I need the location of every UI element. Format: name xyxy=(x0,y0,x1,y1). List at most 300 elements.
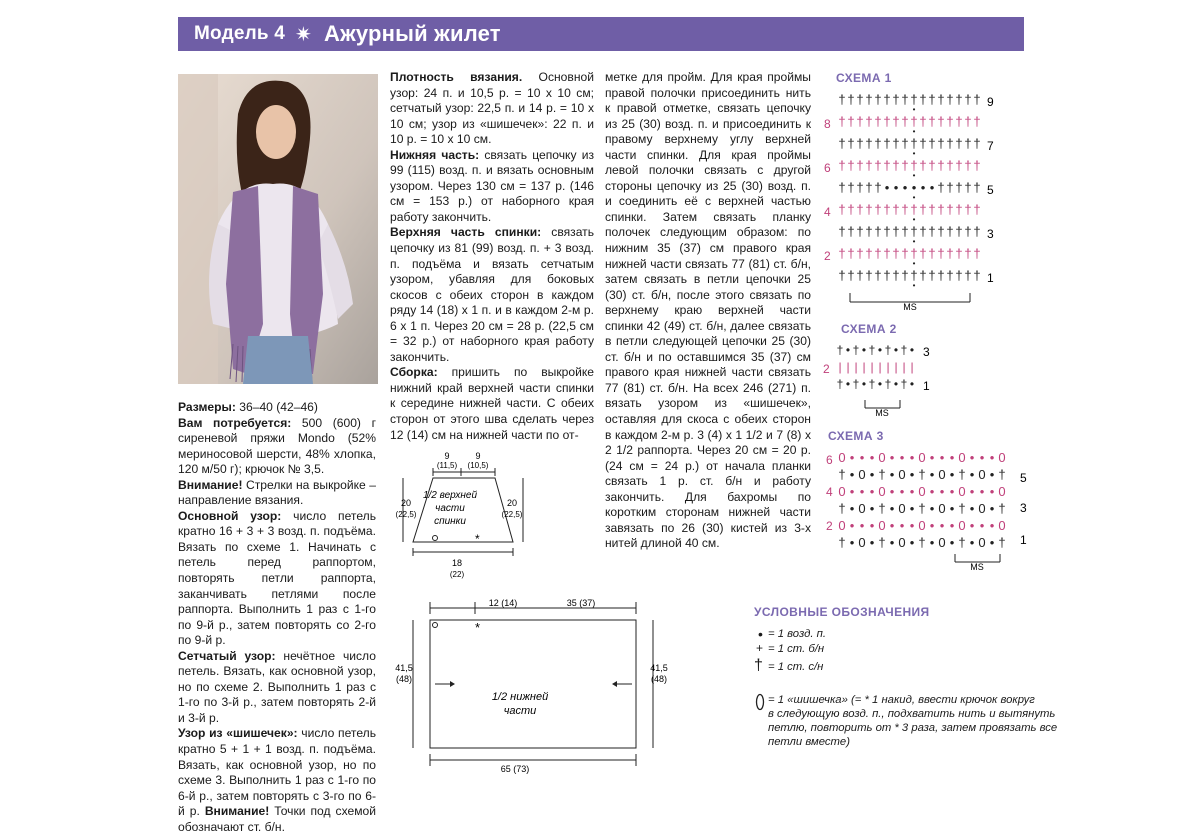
stitch-icon: • xyxy=(889,501,895,516)
stitch-icon: | xyxy=(846,360,850,374)
stitch-icon: 0 xyxy=(838,484,846,499)
dim-label: (48) xyxy=(650,674,668,684)
row-number-left: 6 xyxy=(826,453,833,467)
stitch-icon: • xyxy=(969,484,975,499)
stitch-icon: 0 xyxy=(838,450,846,465)
text-column-3 xyxy=(605,70,811,552)
stitch-icon: 0 xyxy=(958,518,966,533)
stitch-icon: • xyxy=(909,484,915,499)
dim-label: 35 (37) xyxy=(566,598,596,608)
stitch-icon: † xyxy=(892,136,900,151)
stitch-icon: † xyxy=(901,158,909,173)
stitch-icon: • xyxy=(909,467,915,482)
stitch-icon: • xyxy=(949,518,955,533)
stitch-icon: • xyxy=(939,518,945,533)
stitch-icon: • xyxy=(869,467,875,482)
stitch-icon: † xyxy=(910,158,918,173)
paragraph xyxy=(390,365,594,443)
stitch-icon: • xyxy=(929,501,935,516)
stitch-icon: † xyxy=(919,224,927,239)
stitch-icon: 0 xyxy=(878,484,886,499)
stitch-icon: † xyxy=(874,136,882,151)
stitch-icon: † xyxy=(856,92,864,107)
paragraph xyxy=(390,148,594,226)
stitch-icon: • xyxy=(929,450,935,465)
stitch-icon: † xyxy=(901,202,909,217)
stitch-icon: † xyxy=(919,92,927,107)
stitch-icon: † xyxy=(964,114,972,129)
dim-label: 41,5 xyxy=(650,663,668,673)
stitch-icon: † xyxy=(856,202,864,217)
stitch-icon: † xyxy=(892,114,900,129)
stitch-icon: † xyxy=(918,467,926,482)
stitch-icon: † xyxy=(955,268,963,283)
stitch-icon: † xyxy=(928,246,936,261)
stitch-icon: † xyxy=(928,268,936,283)
piece-label: 1/2 верхней xyxy=(422,490,478,501)
stitch-icon: † xyxy=(973,202,981,217)
stitch-icon: † xyxy=(998,467,1006,482)
stitch-icon: • xyxy=(893,180,899,195)
dim-label: 20 xyxy=(506,498,518,508)
stitch-icon: † xyxy=(847,114,855,129)
row-number-right: 9 xyxy=(987,95,994,109)
stitch-icon: • xyxy=(884,180,890,195)
stitch-icon: † xyxy=(937,202,945,217)
stitch-icon: • xyxy=(920,180,926,195)
pattern-upper-back xyxy=(395,448,545,583)
paragraph-text: число петель кратно 5 + 1 + 1 возд. п. подъёма. Вязать, как основной узор, но по схеме 3. Выполнить 1 раз с 1-го по 6-й р., затем повторять с 3-го по 6-й р. xyxy=(178,726,377,819)
stitch-icon: † xyxy=(892,158,900,173)
stitch-icon: † xyxy=(955,158,963,173)
row-number-right: 3 xyxy=(1020,501,1027,515)
stitch-icon: † xyxy=(856,114,864,129)
stitch-icon: 0 xyxy=(978,467,986,482)
stitch-icon: † xyxy=(868,343,876,357)
stitch-icon: † xyxy=(883,136,891,151)
stitch-icon: † xyxy=(973,92,981,107)
stitch-icon: † xyxy=(847,246,855,261)
paragraph-text: Стрелки на выкройке – направление вязания. xyxy=(178,477,376,508)
stitch-icon: | xyxy=(878,360,882,374)
row-number-right: 3 xyxy=(987,227,994,241)
stitch-icon: 0 xyxy=(958,484,966,499)
stitch-icon: † xyxy=(901,224,909,239)
row-number-right: 1 xyxy=(923,379,930,393)
row-number-left: 8 xyxy=(824,117,831,131)
stitch-icon: • xyxy=(859,518,865,533)
stitch-icon: † xyxy=(937,224,945,239)
stitch-icon: • xyxy=(902,180,908,195)
dim-label: (11,5) xyxy=(436,461,458,470)
stitch-icon: † xyxy=(838,535,846,550)
stitch-icon: † xyxy=(901,92,909,107)
paragraph-text: связать цепочку из 99 (115) возд. п. и вязать основным узором. Через 130 см = 137 р. (146 см = 153 р.) от наборного края работу закончить. xyxy=(390,147,594,224)
stitch-icon: † xyxy=(937,92,945,107)
stitch-icon: † xyxy=(910,268,918,283)
scheme-2-symbols xyxy=(837,343,914,391)
paragraph-text: 500 (600) г сиреневой пряжи Mondo (52% мериносовой шерсти, 48% хлопка, 120 м/50 г); крючок № 3,5. xyxy=(178,415,376,477)
stitch-icon: • xyxy=(893,377,899,391)
stitch-icon: 0 xyxy=(858,467,866,482)
row-number-right: 1 xyxy=(1020,533,1027,547)
stitch-icon: • xyxy=(969,535,975,550)
stitch-icon: 0 xyxy=(858,535,866,550)
stitch-icon: 0 xyxy=(938,467,946,482)
legend-title: УСЛОВНЫЕ ОБОЗНАЧЕНИЯ xyxy=(754,605,930,619)
legend-item: = 1 ст. б/н xyxy=(768,643,825,655)
paragraph-label: Плотность вязания. xyxy=(390,70,523,84)
stitch-icon: • xyxy=(989,484,995,499)
stitch-icon: † xyxy=(883,158,891,173)
stitch-icon: † xyxy=(838,467,846,482)
stitch-icon: † xyxy=(973,246,981,261)
stitch-icon: • xyxy=(889,467,895,482)
paragraph-text: 36–40 (42–46) xyxy=(235,400,318,414)
stitch-icon: † xyxy=(946,136,954,151)
row-number-left: 4 xyxy=(824,205,831,219)
stitch-icon: 0 xyxy=(938,535,946,550)
stitch-icon: † xyxy=(964,224,972,239)
stitch-icon: † xyxy=(852,343,860,357)
scheme-2-title: СХЕМА 2 xyxy=(841,322,897,336)
scheme-1-chart xyxy=(820,88,1000,313)
stitch-icon: • xyxy=(969,501,975,516)
row-number-right: 3 xyxy=(923,345,930,359)
stitch-icon: † xyxy=(874,202,882,217)
paragraph xyxy=(390,225,594,365)
stitch-icon: † xyxy=(973,114,981,129)
stitch-icon: • xyxy=(949,484,955,499)
dim-label: (22,5) xyxy=(395,510,417,519)
stitch-icon: † xyxy=(946,202,954,217)
stitch-icon: • xyxy=(877,343,883,357)
stitch-icon: † xyxy=(874,246,882,261)
piece-label: 1/2 нижней xyxy=(491,691,549,703)
stitch-icon: • xyxy=(929,518,935,533)
stitch-icon: † xyxy=(865,202,873,217)
stitch-icon: • xyxy=(861,377,867,391)
repeat-label: MS xyxy=(970,562,984,572)
piece-label: части xyxy=(435,503,465,514)
stitch-icon: † xyxy=(919,136,927,151)
stitch-icon: † xyxy=(919,202,927,217)
stitch-icon: • xyxy=(869,535,875,550)
stitch-icon: † xyxy=(838,202,846,217)
stitch-icon: • xyxy=(909,377,915,391)
stitch-icon: † xyxy=(919,114,927,129)
stitch-icon: † xyxy=(874,92,882,107)
dim-label: (22) xyxy=(449,570,465,579)
paragraph xyxy=(178,649,376,727)
stitch-icon: † xyxy=(964,268,972,283)
stitch-icon: † xyxy=(998,535,1006,550)
paragraph-label: Верхняя часть спинки: xyxy=(390,225,542,240)
stitch-icon: • xyxy=(989,467,995,482)
chain-dot-icon: • xyxy=(912,259,916,268)
stitch-icon: 0 xyxy=(938,501,946,516)
stitch-icon: 0 xyxy=(998,484,1006,499)
stitch-icon: † xyxy=(946,268,954,283)
stitch-icon: 0 xyxy=(958,450,966,465)
stitch-icon: † xyxy=(964,180,972,195)
stitch-icon: • xyxy=(877,377,883,391)
dim-label: 65 (73) xyxy=(500,764,530,774)
stitch-icon: † xyxy=(964,246,972,261)
stitch-icon: † xyxy=(865,246,873,261)
stitch-icon: † xyxy=(964,158,972,173)
paragraph-label: Внимание! xyxy=(178,477,243,492)
row-number-right: 1 xyxy=(987,271,994,285)
stitch-icon: † xyxy=(883,268,891,283)
repeat-label: MS xyxy=(875,408,889,418)
stitch-icon: † xyxy=(910,136,918,151)
stitch-icon: • xyxy=(929,535,935,550)
stitch-icon: † xyxy=(865,224,873,239)
stitch-icon: • xyxy=(899,484,905,499)
paragraph xyxy=(390,70,594,148)
stitch-icon: • xyxy=(899,450,905,465)
stitch-icon: | xyxy=(838,360,842,374)
row-number-right: 7 xyxy=(987,139,994,153)
stitch-icon: † xyxy=(865,158,873,173)
stitch-icon: • xyxy=(909,518,915,533)
stitch-icon: † xyxy=(865,268,873,283)
stitch-icon: • xyxy=(859,450,865,465)
chain-dot-icon: • xyxy=(912,149,916,158)
asterisk-icon: * xyxy=(475,620,481,635)
stitch-icon: † xyxy=(901,136,909,151)
row-number-left: 2 xyxy=(823,362,830,376)
stitch-icon: † xyxy=(946,158,954,173)
stitch-icon: † xyxy=(838,268,846,283)
stitch-icon: † xyxy=(874,268,882,283)
stitch-icon: † xyxy=(874,114,882,129)
row-number-left: 2 xyxy=(824,249,831,263)
stitch-icon: • xyxy=(861,343,867,357)
stitch-icon: † xyxy=(856,224,864,239)
stitch-icon: 0 xyxy=(918,484,926,499)
stitch-icon: † xyxy=(928,158,936,173)
paragraph-label: Нижняя часть: xyxy=(390,147,480,162)
stitch-icon: • xyxy=(849,535,855,550)
stitch-icon: • xyxy=(845,377,851,391)
pattern-lower-part xyxy=(395,594,675,784)
legend-item: в следующую возд. п., подхватить нить и вытянуть xyxy=(768,708,1056,720)
stitch-icon: 0 xyxy=(898,467,906,482)
legend-item: петлю, повторить от * 3 раза, затем провязать все xyxy=(768,722,1058,734)
stitch-icon: 0 xyxy=(898,535,906,550)
stitch-icon: † xyxy=(865,92,873,107)
model-photo xyxy=(178,74,378,384)
stitch-icon: † xyxy=(910,92,918,107)
stitch-icon: • xyxy=(949,535,955,550)
asterisk-icon: * xyxy=(475,532,480,546)
chain-dot-icon: • xyxy=(912,215,916,224)
dim-label: 18 xyxy=(451,558,463,568)
dim-label: 12 (14) xyxy=(488,598,518,608)
stitch-icon: † xyxy=(910,224,918,239)
stitch-icon: † xyxy=(910,246,918,261)
stitch-icon: • xyxy=(849,467,855,482)
paragraph-label: Вам потребуется: xyxy=(178,415,292,430)
stitch-icon: † xyxy=(973,158,981,173)
stitch-icon: † xyxy=(973,136,981,151)
stitch-icon: † xyxy=(946,92,954,107)
stitch-icon: † xyxy=(847,158,855,173)
paragraph xyxy=(178,416,376,478)
stitch-icon: | xyxy=(894,360,898,374)
stitch-icon: • xyxy=(979,450,985,465)
stitch-icon: • xyxy=(979,484,985,499)
stitch-icon: • xyxy=(989,535,995,550)
stitch-icon: † xyxy=(874,180,882,195)
marker-circle-icon xyxy=(433,623,438,628)
legend-item: = 1 ст. с/н xyxy=(768,661,824,673)
stitch-icon: † xyxy=(958,467,966,482)
stitch-icon: † xyxy=(838,246,846,261)
stitch-icon: † xyxy=(955,224,963,239)
stitch-icon: † xyxy=(838,501,846,516)
stitch-icon: † xyxy=(937,114,945,129)
stitch-icon: † xyxy=(955,114,963,129)
piece-label: спинки xyxy=(434,516,466,527)
stitch-icon: | xyxy=(870,360,874,374)
stitch-icon: † xyxy=(892,246,900,261)
stitch-icon: • xyxy=(969,450,975,465)
stitch-icon: † xyxy=(946,180,954,195)
stitch-icon: • xyxy=(849,450,855,465)
stitch-icon: • xyxy=(939,450,945,465)
stitch-icon: † xyxy=(901,114,909,129)
chain-dot-icon: • xyxy=(912,193,916,202)
stitch-icon: † xyxy=(928,136,936,151)
stitch-icon: † xyxy=(884,343,892,357)
row-number-right: 5 xyxy=(1020,471,1027,485)
legend-item: петли вместе) xyxy=(768,736,850,748)
stitch-icon: † xyxy=(878,535,886,550)
stitch-icon: † xyxy=(919,268,927,283)
stitch-icon: • xyxy=(989,518,995,533)
repeat-label: MS xyxy=(903,302,917,312)
chain-dot-icon: • xyxy=(912,171,916,180)
stitch-icon: † xyxy=(928,224,936,239)
paragraph xyxy=(178,509,376,649)
paragraph-label: Узор из «шишечек»: xyxy=(178,726,298,741)
stitch-icon: • xyxy=(949,450,955,465)
stitch-icon: † xyxy=(836,377,844,391)
paragraph-text: нечётное число петель. Вязать, как основной узор, но по схеме 2. Выполнить 1 раз с 1-го по 3-й р., затем повторять 2-й и 3-й р. xyxy=(178,648,376,725)
stitch-icon: † xyxy=(847,180,855,195)
stitch-icon: † xyxy=(919,246,927,261)
stitch-icon: † xyxy=(901,246,909,261)
paragraph-label: Основной узор: xyxy=(178,508,282,523)
stitch-icon: † xyxy=(883,92,891,107)
dim-label: (48) xyxy=(395,674,413,684)
stitch-icon: † xyxy=(892,92,900,107)
stitch-icon: † xyxy=(836,343,844,357)
stitch-icon: † xyxy=(847,136,855,151)
row-number-right: 5 xyxy=(987,183,994,197)
stitch-icon: • xyxy=(929,484,935,499)
stitch-icon: † xyxy=(973,224,981,239)
stitch-icon: † xyxy=(955,246,963,261)
stitch-icon: • xyxy=(869,518,875,533)
stitch-icon: † xyxy=(955,180,963,195)
stitch-icon: • xyxy=(859,484,865,499)
stitch-icon: 0 xyxy=(878,518,886,533)
stitch-icon: • xyxy=(893,343,899,357)
single-crochet-icon: + xyxy=(756,641,764,655)
stitch-icon: | xyxy=(902,360,906,374)
stitch-icon: • xyxy=(909,535,915,550)
stitch-icon: • xyxy=(989,450,995,465)
stitch-icon: † xyxy=(847,92,855,107)
stitch-icon: † xyxy=(958,535,966,550)
stitch-icon: • xyxy=(909,343,915,357)
page-title: Ажурный жилет xyxy=(323,21,501,46)
paragraph-label: Сетчатый узор: xyxy=(178,648,276,663)
stitch-icon: † xyxy=(838,136,846,151)
stitch-icon: † xyxy=(852,377,860,391)
stitch-icon: † xyxy=(910,114,918,129)
stitch-icon: † xyxy=(918,501,926,516)
stitch-icon: † xyxy=(892,202,900,217)
stitch-icon: • xyxy=(889,535,895,550)
legend-item: = 1 возд. п. xyxy=(768,628,826,640)
scheme-1-title: СХЕМА 1 xyxy=(836,71,892,85)
stitch-icon: † xyxy=(838,92,846,107)
stitch-icon: † xyxy=(838,158,846,173)
stitch-icon: • xyxy=(949,467,955,482)
title-bar xyxy=(178,17,1024,51)
stitch-icon: † xyxy=(928,92,936,107)
row-number-left: 2 xyxy=(826,519,833,533)
stitch-icon: • xyxy=(889,484,895,499)
stitch-icon: • xyxy=(869,501,875,516)
stitch-icon: 0 xyxy=(918,518,926,533)
stitch-icon: † xyxy=(892,268,900,283)
stitch-icon: | xyxy=(886,360,890,374)
stitch-icon: † xyxy=(856,180,864,195)
chain-dot-icon: • xyxy=(912,237,916,246)
paragraph xyxy=(178,478,376,509)
stitch-icon: † xyxy=(856,136,864,151)
stitch-icon: † xyxy=(856,246,864,261)
stitch-icon: † xyxy=(955,92,963,107)
stitch-icon: † xyxy=(958,501,966,516)
stitch-icon: † xyxy=(910,202,918,217)
stitch-icon: † xyxy=(838,114,846,129)
stitch-icon: 0 xyxy=(898,501,906,516)
scheme-3-chart xyxy=(820,442,1030,572)
stitch-icon: 0 xyxy=(978,535,986,550)
stitch-icon: † xyxy=(856,268,864,283)
stitch-icon: • xyxy=(849,501,855,516)
paragraph: метке для пройм. Для края проймы правой полочки присоединить нить к правой отметке, связать цепочку из 25 (30) возд. п. и присоединить к правому верхнему углу верхней части спинки. Для края проймы левой полочки связать с другой стороны цепочку из 25 (30) возд. п. и соединить её с верхней частью спинки. Затем связать планку полочек следующим образом: по нижним 35 (37) см правого края нижней части связать 77 (81) ст. б/н, затем связать в петли цепочки 25 (30) ст. б/н, после этого связать по верхнему краю верхней части спинки 42 (49) ст. б/н, далее связать в петли следующей цепочки 25 (30) ст. б/н и по оставшимся 35 (37) см правого края нижней части связать 77 (81) ст. б/н. На всех 246 (271) п. вязать узором из «шишечек», оставляя для скоса с обеих сторон в каждом 2-м р. 3 (4) х 1 1/2 и 7 (8) х 2 1/2 раппорта. Через 20 см = 20 р. (24 см = 24 р.) от начала планки связать 1 р. ст. б/н и работу закончить. Для бахромы по коротким сторонам нижней части завязать по 26 (30) кистей из 3-х нитей длиной 40 см. xyxy=(605,70,811,551)
stitch-icon: • xyxy=(949,501,955,516)
stitch-icon: † xyxy=(838,180,846,195)
star-icon: ✷ xyxy=(295,23,312,46)
stitch-icon: † xyxy=(918,535,926,550)
stitch-icon: 0 xyxy=(838,518,846,533)
stitch-icon: • xyxy=(845,343,851,357)
stitch-icon: † xyxy=(847,202,855,217)
stitch-icon: 0 xyxy=(998,518,1006,533)
stitch-icon: † xyxy=(892,224,900,239)
stitch-icon: • xyxy=(849,484,855,499)
stitch-icon: 0 xyxy=(998,450,1006,465)
